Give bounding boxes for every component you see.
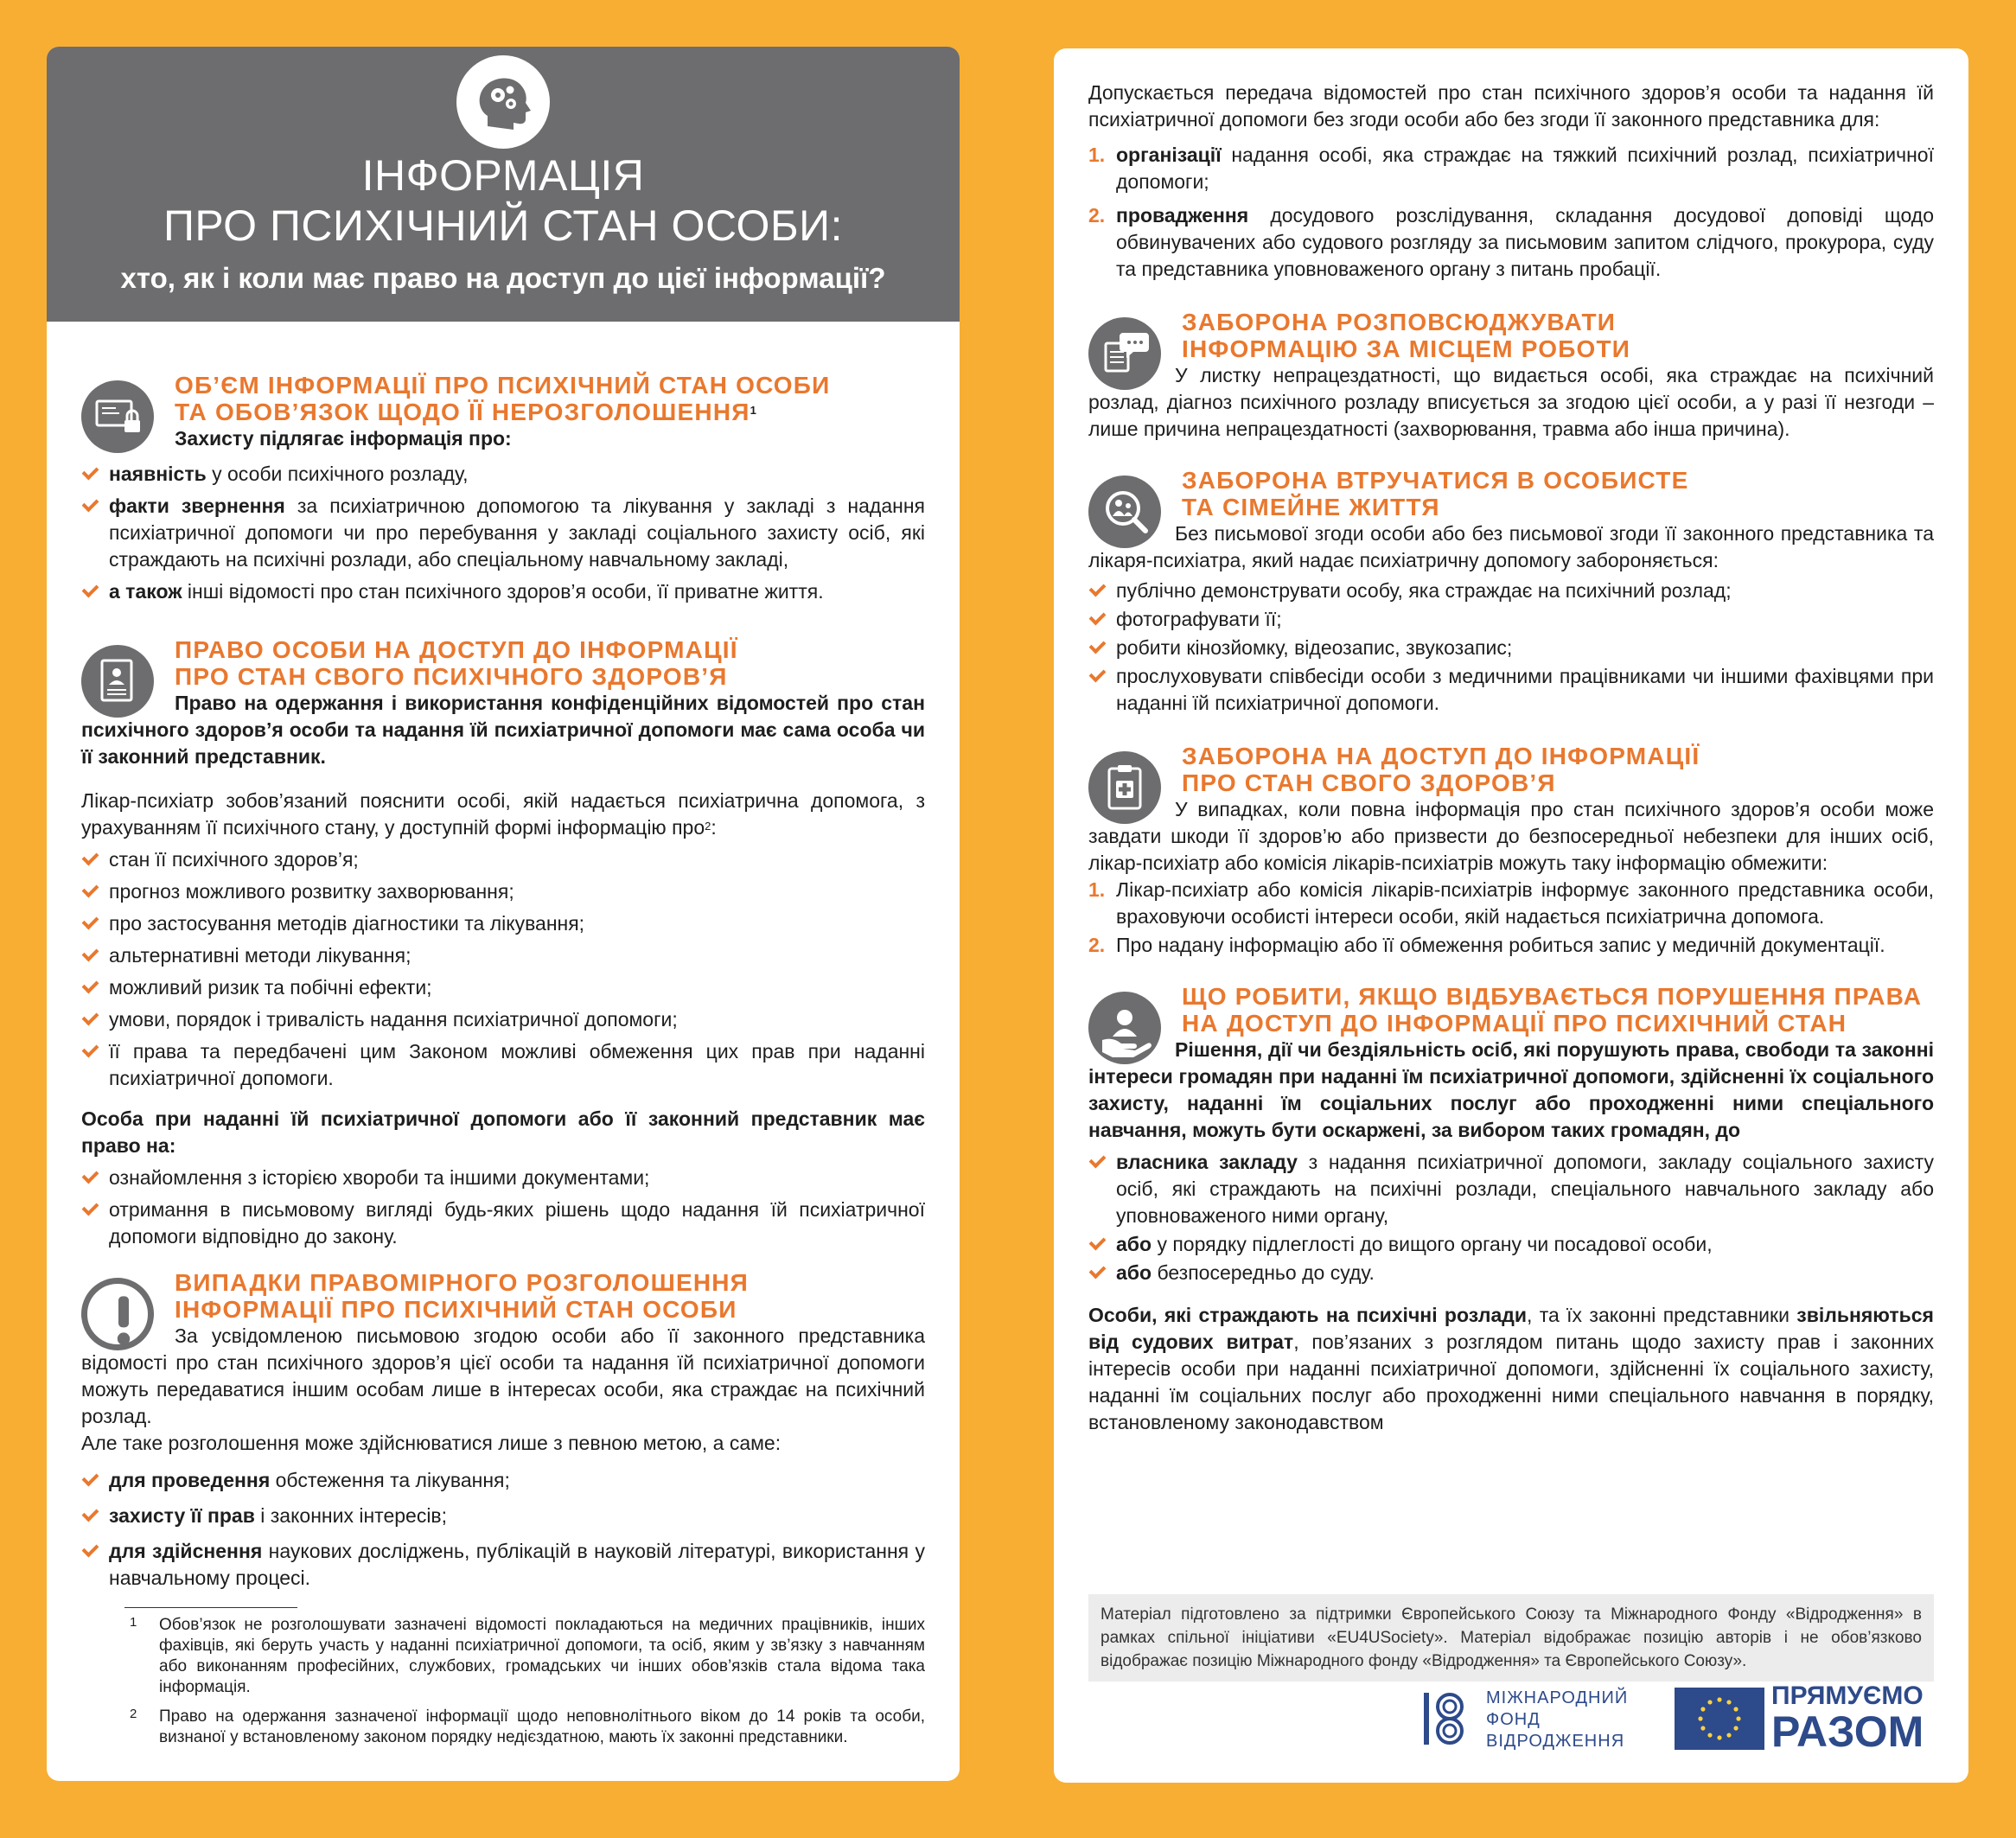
irf-logo-text — [1486, 1688, 1628, 1752]
list-item: факти звернення за психіатричною допомогою та лікування у закладі з надання психіатричної допомоги чи про перебування у закладі соціального захисту осіб, які страждають на психічні розлади, або спеціальному навчальному закладі, — [81, 493, 925, 573]
page-subtitle: хто, як і коли має право на доступ до цієї інформації? — [120, 262, 886, 294]
head-gears-icon — [456, 55, 550, 149]
info-list — [81, 1165, 925, 1250]
numbered-list — [1088, 877, 1934, 959]
eu-star — [1733, 1726, 1738, 1730]
footnote: 1 Обов’язок не розголошувати зазначені відомості покладаються на медичних працівників, інших фахівців, які беруть участь у наданні психіатричної допомоги, та осіб, яким у зв’язку з навчанням або виконанням професійних, службових, громадських чи інших обов’язків стала відома така інформація. — [130, 1615, 925, 1696]
list-item: можливий ризик та побічні ефекти; — [81, 974, 925, 1001]
eu-star — [1726, 1733, 1731, 1737]
eu-star — [1707, 1700, 1712, 1704]
computer-lock-icon — [81, 380, 154, 453]
list-item: стан її психічного здоров’я; — [81, 846, 925, 873]
eu-star — [1698, 1716, 1702, 1720]
section-title — [1182, 983, 1934, 1037]
list-item: 2. провадження досудового розслідування, складання досудової доповіді щодо обвинувачених або судового розгляду за письмовим запитом слідчого, прокурора, суду та представника уповноваженого органу з питань пробації. — [1088, 204, 1934, 280]
header-banner — [47, 47, 960, 322]
section-title — [1182, 743, 1934, 796]
section-paragraph: Лікар-психіатр зобов’язаний пояснити особі, якій надається психіатрична допомога, з урахуванням її психічного стану, у доступній формі інформацію про$^2$: — [81, 789, 925, 839]
section-title-line2: ТА ОБОВ’ЯЗОК ЩОДО ЇЇ НЕРОЗГОЛОШЕННЯ — [175, 399, 750, 425]
section-title-line1: ВИПАДКИ ПРАВОМІРНОГО РОЗГОЛОШЕННЯ — [175, 1269, 749, 1296]
section-workplace-ban — [1088, 309, 1934, 362]
eu-star — [1717, 1735, 1721, 1739]
left-content — [47, 322, 960, 1748]
eu-star — [1717, 1697, 1721, 1701]
section-title-line2: ТА СІМЕЙНЕ ЖИТТЯ — [1182, 494, 1440, 520]
section-title-line1: ЗАБОРОНА РОЗПОВСЮДЖУВАТИ — [1182, 309, 1617, 335]
list-item: прогноз можливого розвитку захворювання; — [81, 878, 925, 905]
section-paragraph: У випадках, коли повна інформація про стан психічного здоров’я особи може завдати шкоди її здоров’ю або призвести до безпосередньої небезпеки для інших осіб, лікар-психіатр або комісія лікарів-психіатрів можуть таку інформацію обмежити: — [1088, 798, 1934, 874]
page-title-line2: ПРО ПСИХІЧНИЙ СТАН ОСОБИ: — [163, 201, 843, 250]
list-item: публічно демонструвати особу, яка страждає на психічний розлад; — [1088, 578, 1934, 604]
section-private-life-ban — [1088, 467, 1934, 520]
list-item: 2. Про надану інформацію або її обмеження робиться запис у медичній документації. — [1088, 934, 1885, 956]
footnote-ref: 1 — [750, 404, 757, 417]
list-item: умови, порядок і тривалість надання психіатричної допомоги; — [81, 1006, 925, 1033]
list-item: наявність у особи психічного розладу, — [81, 461, 925, 488]
left-panel — [47, 47, 960, 1781]
right-content — [1054, 48, 1968, 1436]
info-list — [81, 1467, 925, 1592]
info-list — [81, 846, 925, 1092]
clipboard-cross-icon — [1088, 751, 1161, 824]
list-item: 1. Лікар-психіатр або комісія лікарів-психіатрів інформує законного представника особи, враховуючи особисті інтереси особи, якій надається психіатрична допомога. — [1088, 878, 1934, 928]
section-lead: Захисту підлягає інформація про: — [175, 427, 512, 450]
exclamation-icon — [81, 1278, 154, 1350]
irf-line: МІЖНАРОДНИЙ — [1486, 1688, 1629, 1707]
list-item: про застосування методів діагностики та лікування; — [81, 910, 925, 937]
section-title-line2: ПРО СТАН СВОГО ПСИХІЧНОГО ЗДОРОВ’Я — [175, 663, 728, 690]
speech-document-icon — [1088, 317, 1161, 390]
logos — [1054, 1682, 1968, 1760]
section-title — [1182, 467, 1934, 520]
section-title-line1: ЗАБОРОНА ВТРУЧАТИСЯ В ОСОБИСТЕ — [1182, 467, 1689, 494]
section-title-line2: ІНФОРМАЦІЮ ЗА МІСЦЕМ РОБОТИ — [1182, 335, 1631, 362]
list-item: для проведення обстеження та лікування; — [81, 1467, 925, 1494]
section-title-line2: ІНФОРМАЦІЇ ПРО ПСИХІЧНИЙ СТАН ОСОБИ — [175, 1296, 737, 1323]
list-item: або у порядку підлеглості до вищого органу чи посадової особи, — [1088, 1231, 1934, 1258]
section-lawful-disclosure — [81, 1269, 925, 1323]
irf-logo-icon — [1420, 1688, 1469, 1750]
section-paragraph: Але таке розголошення може здійснюватися лише з певною метою, а саме: — [81, 1432, 782, 1454]
section-lead: Особа при наданні їй психіатричної допомоги або її законний представник має право на: — [81, 1107, 925, 1157]
logo-line1: ПРЯМУЄМО — [1771, 1682, 1923, 1710]
section-title-line1: ЩО РОБИТИ, ЯКЩО ВІДБУВАЄТЬСЯ ПОРУШЕННЯ ПРАВА — [1182, 983, 1923, 1010]
section-lead: Право на одержання і використання конфіденційних відомостей про стан психічного здоров’я особи та надання їй психіатричної допомоги має сама особа чи її законний представник. — [81, 692, 925, 768]
list-item: її права та передбачені цим Законом можливі обмеження цих прав при наданні психіатричної допомоги. — [81, 1038, 925, 1092]
info-list — [1088, 578, 1934, 717]
section-lead: Рішення, дії чи бездіяльність осіб, які порушують права, свободи та законні інтереси громадян при наданні їм психіатричної допомоги, здійсненні їх соціального захисту, наданні їм соціальних послуг або проходженні ними спеціального навчання, можуть бути оскаржені, за вибором таких громадян, до — [1088, 1038, 1934, 1141]
list-item: або безпосередньо до суду. — [1088, 1260, 1934, 1286]
eu-flag-icon — [1675, 1688, 1764, 1750]
section-access-ban — [1088, 743, 1934, 796]
list-item: прослуховувати співбесіди особи з медичними працівниками чи іншими фахівцями при наданні їй психіатричної допомоги. — [1088, 663, 1934, 717]
section-access-right — [81, 636, 925, 690]
eu-star — [1733, 1707, 1738, 1711]
list-item: захисту її прав і законних інтересів; — [81, 1503, 925, 1529]
section-title-line1: ПРАВО ОСОБИ НА ДОСТУП ДО ІНФОРМАЦІЇ — [175, 636, 738, 663]
section-title — [1182, 309, 1934, 362]
person-hand-icon — [1088, 992, 1161, 1064]
family-magnifier-icon — [1088, 475, 1161, 548]
eu-star — [1736, 1716, 1740, 1720]
document-person-icon — [81, 645, 154, 718]
section-title — [175, 636, 925, 690]
page-title-line1: ІНФОРМАЦІЯ — [361, 151, 645, 200]
section-paragraph: Особи, які страждають на психічні розлади, та їх законні представники звільняються від судових витрат, пов’язаних з розглядом питань щодо захисту прав і законних інтересів особи при наданні психіатричної допомоги, здійсненні їх соціального захисту, наданні їм соціальних послуг або проходженні ними спеціального навчання в порядку, встановленому законодавством — [1088, 1304, 1934, 1433]
irf-line: ВІДРОДЖЕННЯ — [1486, 1732, 1625, 1751]
footnote: 2 Право на одержання зазначеної інформації щодо неповнолітнього віком до 14 років та особи, визнаної у встановленому законом порядку недієздатною, мають їх законні представники. — [130, 1707, 925, 1746]
section-paragraph: Допускається передача відомостей про стан психічного здоров’я особи та надання їй психіатричної допомоги без згоди особи або без згоди її законного представника для: — [1088, 81, 1934, 131]
list-item: для здійснення наукових досліджень, публікацій в науковій літературі, використання у навчальному процесі. — [81, 1538, 925, 1592]
section-title — [175, 372, 925, 425]
numbered-list — [1088, 142, 1934, 283]
right-panel — [1054, 48, 1968, 1783]
info-list — [81, 461, 925, 605]
eu-star — [1700, 1726, 1705, 1730]
funding-note: Матеріал підготовлено за підтримки Європейського Союзу та Міжнародного Фонду «Відродження» в рамках спільної ініціативи «EU4USociety». Матеріал відображає позицію авторів і не обов’язково відображає позицію Міжнародного фонду «Відродження» та Європейського Союзу». — [1088, 1594, 1934, 1682]
pryamuemo-razom-logo — [1771, 1682, 1924, 1756]
eu-star — [1700, 1707, 1705, 1711]
list-item: ознайомлення з історією хвороби та іншими документами; — [81, 1165, 925, 1191]
logo-line2: РАЗОМ — [1771, 1707, 1924, 1756]
list-item: робити кінозйомку, відеозапис, звукозапис; — [1088, 635, 1934, 661]
list-item: фотографувати її; — [1088, 606, 1934, 633]
section-title-line2: НА ДОСТУП ДО ІНФОРМАЦІЇ ПРО ПСИХІЧНИЙ СТАН — [1182, 1010, 1847, 1037]
list-item: 1. організації надання особі, яка страждає на тяжкий психічний розлад, психіатричної допомоги; — [1088, 144, 1934, 193]
eu-star — [1726, 1700, 1731, 1704]
eu-star — [1707, 1733, 1712, 1737]
section-paragraph: У листку непрацездатності, що видається особі, яка страждає на психічний розлад, діагноз психічного розладу вписується за згодою цієї особи, а у разі її незгоди – лише причина непрацездатності (захворювання, травма або інша причина). — [1088, 364, 1934, 440]
section-title-line1: ЗАБОРОНА НА ДОСТУП ДО ІНФОРМАЦІЇ — [1182, 743, 1700, 769]
section-paragraph: Без письмової згоди особи або без письмової згоди її законного представника та лікаря-психіатра, який надає психіатричну допомогу забороняється: — [1088, 522, 1934, 571]
section-rights-violation — [1088, 983, 1934, 1037]
irf-line: ФОНД — [1486, 1710, 1541, 1729]
info-list — [1088, 1149, 1934, 1286]
section-title — [175, 1269, 925, 1323]
section-title-line2: ПРО СТАН СВОГО ЗДОРОВ’Я — [1182, 769, 1556, 796]
section-paragraph: За усвідомленою письмовою згодою особи або її законного представника відомості про стан психічного здоров’я цієї особи та надання їй психіатричної допомоги можуть передаватися іншим особам лише в інтересах особи, яка страждає на психічний розлад. — [81, 1324, 925, 1427]
list-item: а також інші відомості про стан психічного здоров’я особи, її приватне життя. — [81, 578, 925, 605]
list-item: отримання в письмовому вигляді будь-яких рішень щодо надання їй психіатричної допомоги відповідно до закону. — [81, 1197, 925, 1250]
list-item: альтернативні методи лікування; — [81, 942, 925, 969]
section-info-volume — [81, 372, 925, 452]
list-item: власника закладу з надання психіатричної допомоги, закладу соціального захисту осіб, які страждають на психічні розлади, спеціального навчального закладу або уповноваженого ними органу, — [1088, 1149, 1934, 1229]
section-title-line1: ОБ’ЄМ ІНФОРМАЦІЇ ПРО ПСИХІЧНИЙ СТАН ОСОБИ — [175, 372, 831, 399]
footnote-divider — [124, 1607, 297, 1608]
